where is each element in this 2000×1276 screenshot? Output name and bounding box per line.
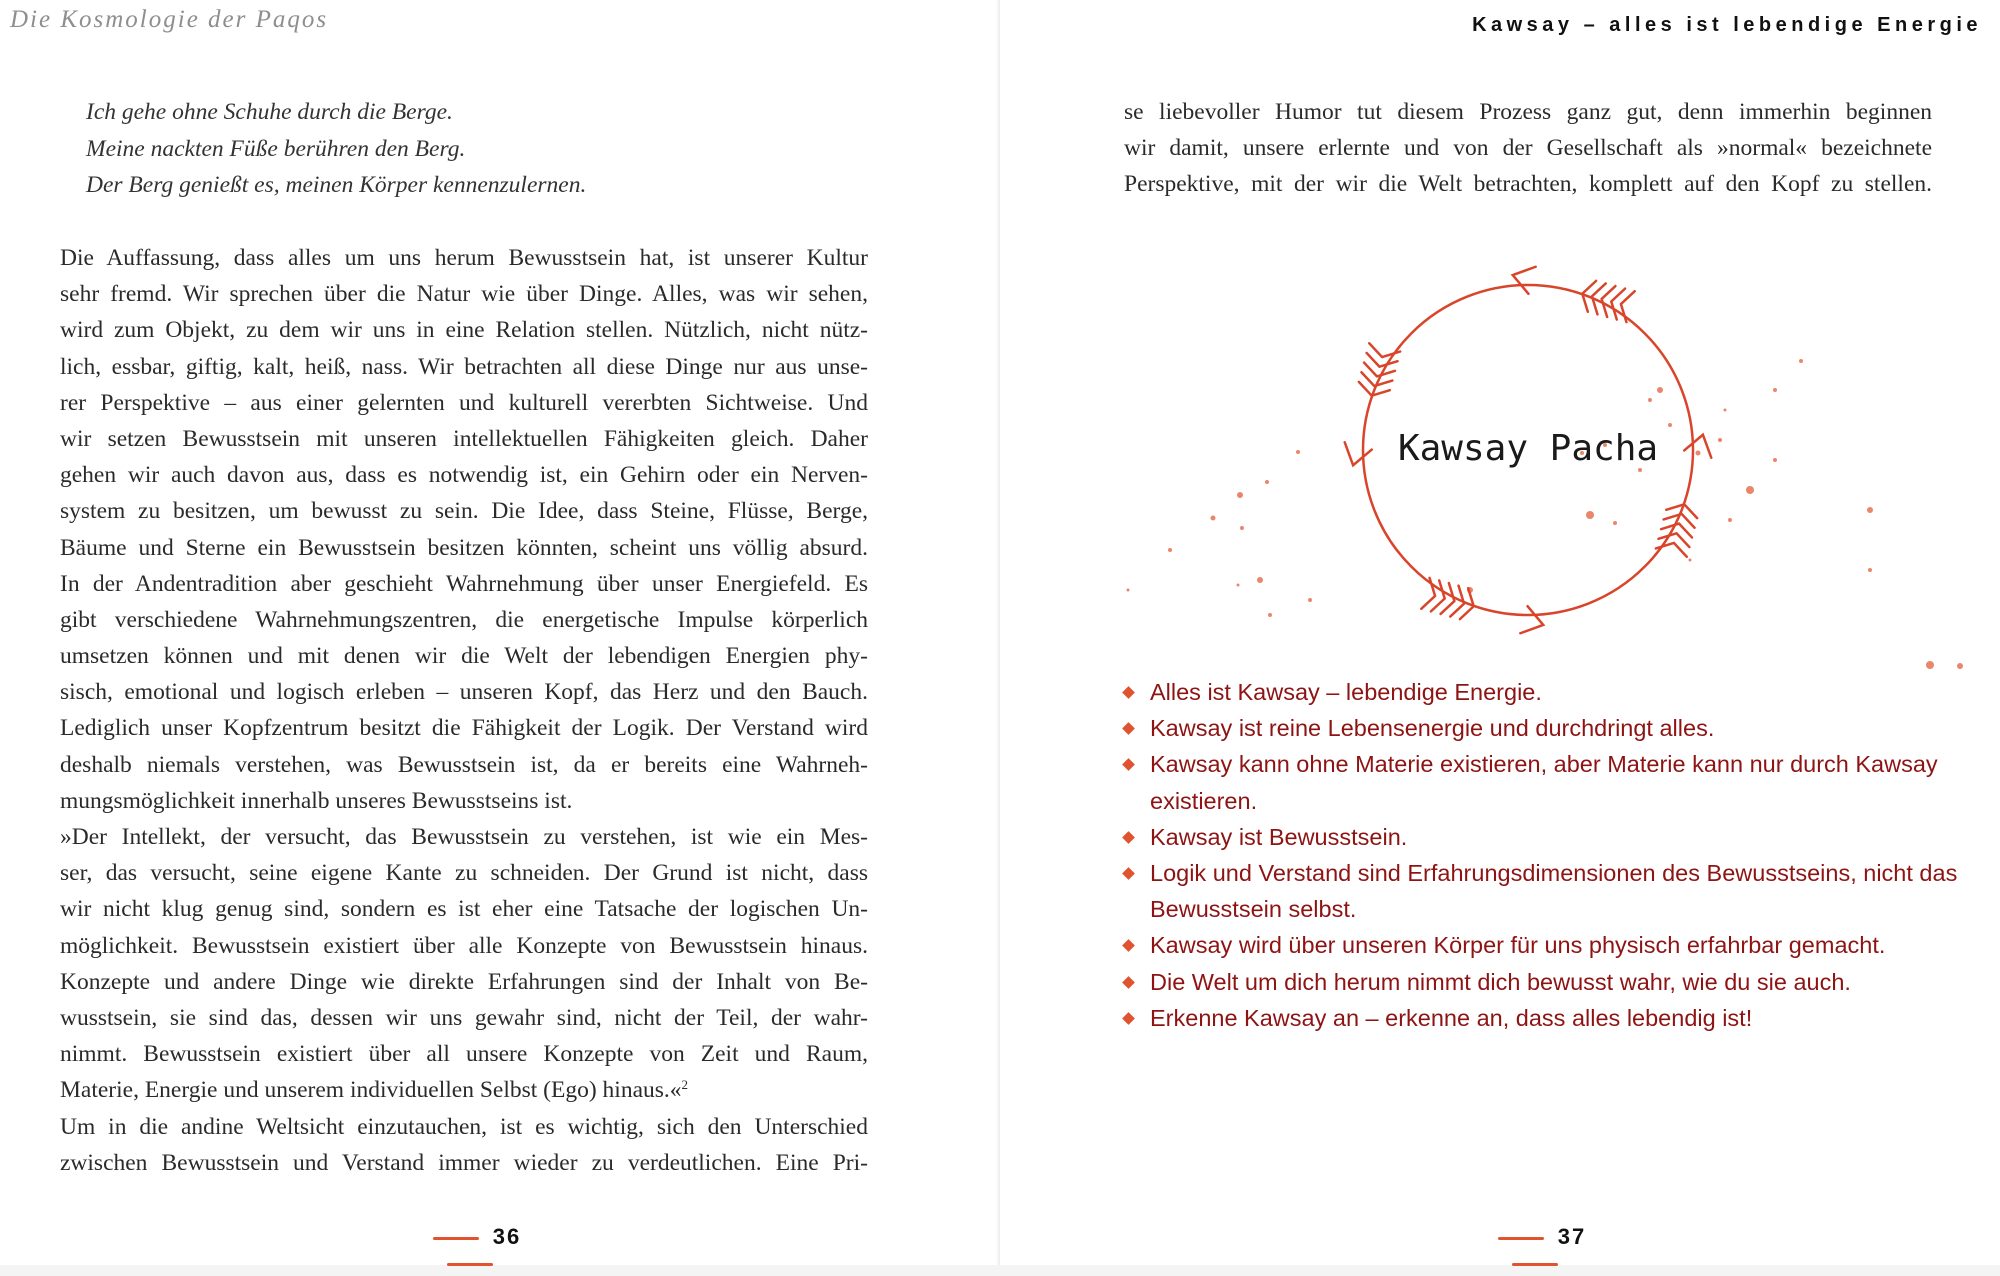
splatter-dot (1724, 409, 1727, 412)
kawsay-pacha-diagram (1030, 260, 1970, 680)
poem-line: Meine nackten Füße berühren den Berg. (86, 135, 466, 162)
splatter-dot (1168, 548, 1172, 552)
body-line: umsetzen können und mit denen wir die Welt der lebendigen Energien phy- (60, 643, 868, 670)
footnote-marker: 2 (681, 1077, 689, 1093)
splatter-dot (1613, 521, 1617, 525)
body-line: zwischen Bewusstsein und Verstand immer wieder zu verdeutlichen. Eine Pri- (60, 1149, 868, 1176)
arrow-head-icon (1509, 262, 1536, 294)
splatter-dot (1926, 661, 1934, 669)
body-line: ser, das versucht, seine eigene Kante zu schneiden. Der Grund ist nicht, dass (60, 860, 868, 887)
body-line: nimmt. Bewusstsein existiert über all unsere Konzepte von Zeit und Raum, (60, 1041, 868, 1068)
list-item (1122, 927, 1972, 963)
body-line: Lediglich unser Kopfzentrum besitzt die Fähigkeit der Logik. Der Verstand wird (60, 715, 868, 742)
list-item-text: Alles ist Kawsay – lebendige Energie. (1150, 679, 1542, 705)
kawsay-bullet-list (1122, 674, 1972, 1036)
running-head-right: Kawsay – alles ist lebendige Energie (1472, 14, 1982, 36)
body-line: gibt verschiedene Wahrnehmungszentren, die energetische Impulse körperlich (60, 606, 868, 633)
page-number-dash (1498, 1237, 1544, 1240)
splatter-dot (1718, 438, 1722, 442)
splatter-dot (1773, 458, 1777, 462)
diamond-bullet-icon (1122, 940, 1135, 953)
poem-line: Ich gehe ohne Schuhe durch die Berge. (86, 99, 453, 125)
arrow-head-icon (1340, 442, 1372, 469)
splatter-dot (1668, 423, 1672, 427)
list-item (1122, 819, 1972, 855)
page-number-text: 36 (492, 1224, 522, 1249)
list-item-text: Kawsay ist reine Lebensenergie und durchdringt alles. (1150, 715, 1715, 742)
body-line-with-footnote (60, 1072, 868, 1108)
splatter-dot (1867, 507, 1873, 513)
body-line: Die Auffassung, dass alles um uns herum Bewusstsein hat, ist unserer Kultur (60, 245, 868, 271)
splatter-dot (1265, 480, 1269, 484)
fletching-icon (1656, 500, 1700, 557)
splatter-dot (1268, 613, 1272, 617)
diamond-bullet-icon (1122, 722, 1135, 735)
splatter-dot (1257, 577, 1263, 583)
body-line: deshalb niemals verstehen, was Bewusstsein ist, da er bereits eine Wahrneh- (60, 751, 868, 778)
list-item (1122, 855, 1972, 927)
page-number-right (1455, 1224, 1615, 1276)
list-item (1122, 1000, 1972, 1036)
body-line: Konzepte und andere Dinge wie direkte Erfahrungen sind der Inhalt von Be- (60, 968, 868, 995)
list-item (1122, 746, 1972, 818)
splatter-dot (1957, 663, 1963, 669)
splatter-dot (1728, 518, 1732, 522)
body-line: wird zum Objekt, zu dem wir uns in eine Relation stellen. Nützlich, nicht nütz- (60, 317, 868, 344)
diamond-bullet-icon (1122, 686, 1135, 699)
body-line: gehen wir auch davon aus, dass es notwendig ist, ein Gehirn oder ein Nerven- (60, 462, 868, 489)
splatter-dot (1127, 589, 1130, 592)
body-line: mungsmöglichkeit innerhalb unseres Bewusstseins ist. (60, 787, 573, 814)
list-item-text: Kawsay ist Bewusstsein. (1150, 823, 1408, 850)
fletching-icon (1356, 343, 1400, 400)
body-line: lich, essbar, giftig, kalt, heiß, nass. Wir betrachten all diese Dinge nur aus unse- (60, 353, 868, 380)
poem-line: Der Berg genießt es, meinen Körper kennenzulernen. (86, 172, 587, 198)
body-line: wir damit, unsere erlernte und von der Gesellschaft als »normal« bezeichnete (1124, 135, 1932, 162)
fletching-icon (1421, 578, 1478, 622)
poem-block (86, 94, 586, 204)
diamond-bullet-icon (1122, 1012, 1135, 1025)
page-number-dash (433, 1237, 479, 1240)
splatter-dot (1240, 526, 1244, 530)
splatter-dot (1799, 359, 1803, 363)
diamond-bullet-icon (1122, 759, 1135, 772)
splatter-dot (1648, 398, 1652, 402)
splatter-dot (1868, 568, 1872, 572)
splatter-dot (1211, 516, 1216, 521)
body-line: sisch, emotional und logisch erleben – unseren Kopf, das Herz und den Bauch. (60, 679, 868, 706)
left-page (0, 0, 1000, 1265)
body-line: se liebevoller Humor tut diesem Prozess ganz gut, denn immerhin beginnen (1124, 99, 1932, 125)
diamond-bullet-icon (1122, 831, 1135, 844)
list-item (1122, 710, 1972, 746)
splatter-dot (1296, 450, 1300, 454)
left-body-text (60, 240, 868, 1181)
running-head-left: Die Kosmologie der Paqos (10, 6, 329, 33)
page-number-text: 37 (1557, 1224, 1587, 1249)
list-item-text: Logik und Verstand sind Erfahrungsdimensionen des Bewusstseins, nicht das Bewusstsein selbst. (1150, 860, 1958, 923)
list-item-text: Die Welt um dich herum nimmt dich bewusst wahr, wie du sie auch. (1150, 968, 1851, 995)
fletching-icon (1578, 278, 1635, 322)
splatter-dot (1773, 388, 1777, 392)
page-number-left (390, 1224, 550, 1276)
body-line: sehr fremd. Wir sprechen über die Natur wie über Dinge. Alles, was wir sehen, (60, 281, 868, 308)
page-number-dash (447, 1263, 493, 1266)
body-line: In der Andentradition aber geschieht Wahrnehmung über unser Energiefeld. Es (60, 570, 868, 597)
body-line: möglichkeit. Bewusstsein existiert über alle Konzepte von Bewusstsein hinaus. (60, 932, 868, 959)
splatter-dot (1586, 511, 1594, 519)
body-line-text: Materie, Energie und unserem individuellen Selbst (Ego) hinaus.« (60, 1077, 682, 1104)
paint-splatter-dots (1127, 359, 1964, 669)
body-line: rer Perspektive – aus einer gelernten und kulturell vererbten Sichtweise. Und (60, 389, 868, 416)
list-item-text: Kawsay kann ohne Materie existieren, aber Materie kann nur durch Kawsay existieren. (1150, 751, 1938, 814)
list-item (1122, 674, 1972, 710)
body-line: Um in die andine Weltsicht einzutauchen, ist es wichtig, sich den Unterschied (60, 1113, 868, 1140)
page-number-dash (1512, 1263, 1558, 1266)
diagram-label: Kawsay Pacha (1397, 428, 1659, 469)
list-item-text: Kawsay wird über unseren Körper für uns physisch erfahrbar gemacht. (1150, 932, 1886, 959)
splatter-dot (1696, 451, 1701, 456)
arrow-head-icon (1520, 606, 1547, 638)
list-item-text: Erkenne Kawsay an – erkenne an, dass alles lebendig ist! (1150, 1004, 1753, 1031)
diamond-bullet-icon (1122, 976, 1135, 989)
diamond-bullet-icon (1122, 867, 1135, 880)
body-line: »Der Intellekt, der versucht, das Bewusstsein zu verstehen, ist wie ein Mes- (60, 824, 868, 850)
body-line: wir nicht klug genug sind, sondern es ist eher eine Tatsache der logischen Un- (60, 896, 868, 923)
body-line: system zu besitzen, um bewusst zu sein. Die Idee, dass Steine, Flüsse, Berge, (60, 498, 868, 525)
body-line: wir setzen Bewusstsein mit unseren intellektuellen Fähigkeiten gleich. Daher (60, 425, 868, 452)
body-line: Bäume und Sterne ein Bewusstsein besitzen könnten, scheint uns völlig absurd. (60, 534, 868, 561)
splatter-dot (1689, 559, 1692, 562)
list-item (1122, 964, 1972, 1000)
right-body-text (1124, 94, 1932, 203)
splatter-dot (1237, 584, 1240, 587)
splatter-dot (1237, 492, 1243, 498)
splatter-dot (1746, 486, 1754, 494)
splatter-dot (1308, 598, 1312, 602)
body-line: Perspektive, mit der wir die Welt betrachten, komplett auf den Kopf zu stellen. (1124, 171, 1932, 198)
body-line: wusstsein, sie sind das, dessen wir uns gewahr sind, nicht der Teil, der wahr- (60, 1004, 868, 1031)
splatter-dot (1657, 387, 1663, 393)
